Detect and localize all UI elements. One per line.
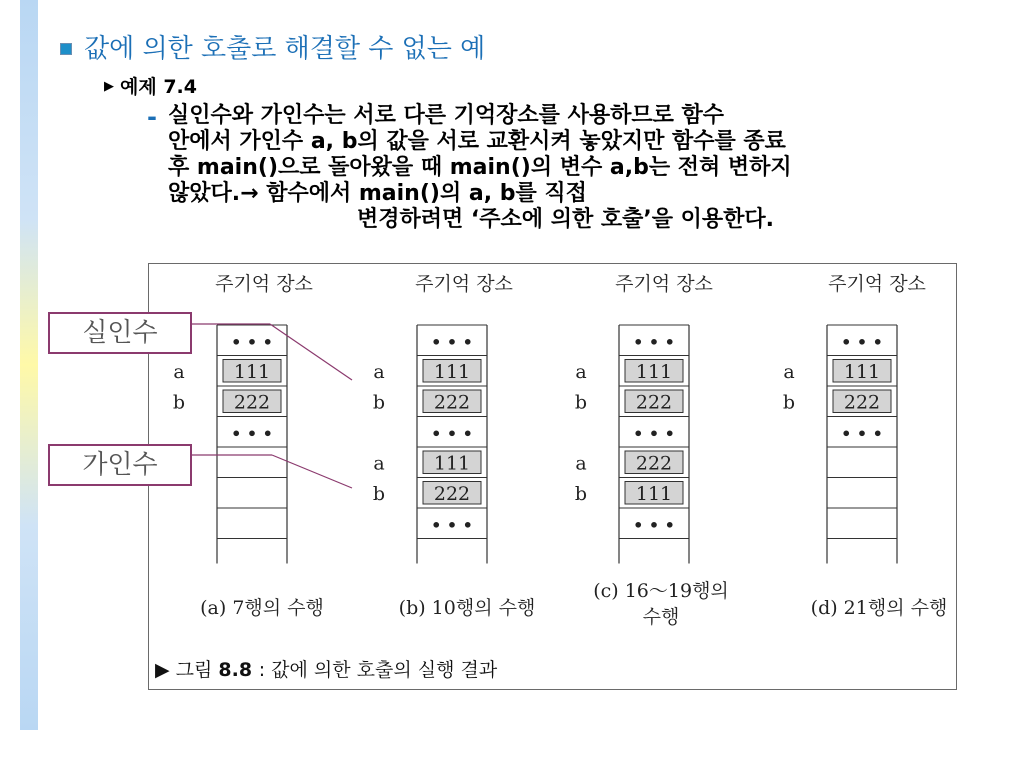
- memory-cell-value: 222: [635, 452, 673, 475]
- paragraph-line-4: 않았다.→ 함수에서 main()의 a, b를 직접: [168, 181, 587, 206]
- paragraph-line-2: 안에서 가인수 a, b의 값을 서로 교환시켜 놓았지만 함수를 종료: [168, 129, 786, 154]
- paragraph-line-5: 변경하려면 ‘주소에 의한 호출’을 이용한다.: [357, 207, 774, 232]
- formal-args-connector-2: [272, 455, 352, 488]
- memory-cell-value: 222: [433, 391, 471, 414]
- memory-variable-label: a: [575, 360, 587, 383]
- memory-cell-value: 222: [843, 391, 881, 414]
- slide-title: 값에 의한 호출로 해결할 수 없는 예: [84, 34, 486, 64]
- memory-cell-value: • • •: [633, 515, 675, 535]
- memory-step-caption: 수행: [642, 606, 680, 628]
- memory-cell-value: • • •: [633, 423, 675, 443]
- paragraph-line-3: 후 main()으로 돌아왔을 때 main()의 변수 a,b는 전혀 변하지: [168, 155, 792, 180]
- memory-variable-label: b: [372, 391, 386, 414]
- memory-step-caption: (c) 16～19행의: [593, 580, 729, 602]
- memory-cell-value: • • •: [841, 423, 883, 443]
- memory-cell-value: • • •: [431, 515, 473, 535]
- memory-cell-value: • • •: [633, 332, 675, 352]
- memory-variable-label: a: [783, 360, 795, 383]
- memory-cell-value: 222: [233, 391, 271, 414]
- slide-subtitle: 예제 7.4: [120, 76, 197, 98]
- figure-caption: ▶ 그림 8.8 : 값에 의한 호출의 실행 결과: [155, 659, 498, 681]
- memory-variable-label: b: [574, 482, 588, 505]
- memory-variable-label: a: [575, 452, 587, 475]
- triangle-bullet-icon: ▶: [104, 79, 114, 94]
- memory-step-caption: (a) 7행의 수행: [200, 597, 324, 619]
- memory-column-header: 주기억 장소: [415, 273, 513, 295]
- memory-cell-value: • • •: [231, 423, 273, 443]
- memory-step-caption: (b) 10행의 수행: [398, 597, 536, 619]
- memory-variable-label: b: [782, 391, 796, 414]
- actual-args-callout: 실인수: [48, 312, 192, 354]
- memory-cell-value: • • •: [431, 332, 473, 352]
- memory-cell-value: • • •: [231, 332, 273, 352]
- memory-cell-value: • • •: [431, 423, 473, 443]
- actual-args-connector-2: [270, 324, 352, 380]
- memory-column-header: 주기억 장소: [215, 273, 313, 295]
- memory-variable-label: a: [173, 360, 185, 383]
- memory-cell-value: • • •: [841, 332, 883, 352]
- memory-variable-label: a: [373, 452, 385, 475]
- memory-cell-value: 111: [635, 360, 673, 383]
- memory-cell-value: 222: [433, 482, 471, 505]
- memory-cell-value: 111: [635, 482, 673, 505]
- memory-variable-label: b: [172, 391, 186, 414]
- memory-variable-label: b: [372, 482, 386, 505]
- dash-bullet-icon: -: [147, 103, 157, 131]
- formal-args-callout: 가인수: [48, 444, 192, 486]
- memory-cell-value: 111: [843, 360, 881, 383]
- memory-cell-value: 111: [233, 360, 271, 383]
- memory-column-header: 주기억 장소: [828, 273, 926, 295]
- memory-variable-label: b: [574, 391, 588, 414]
- memory-cell-value: 111: [433, 360, 471, 383]
- memory-cell-value: 222: [635, 391, 673, 414]
- memory-column-header: 주기억 장소: [615, 273, 713, 295]
- memory-cell-value: 111: [433, 452, 471, 475]
- memory-step-caption: (d) 21행의 수행: [810, 597, 948, 619]
- paragraph-line-1: 실인수와 가인수는 서로 다른 기억장소를 사용하므로 함수: [168, 103, 725, 128]
- memory-variable-label: a: [373, 360, 385, 383]
